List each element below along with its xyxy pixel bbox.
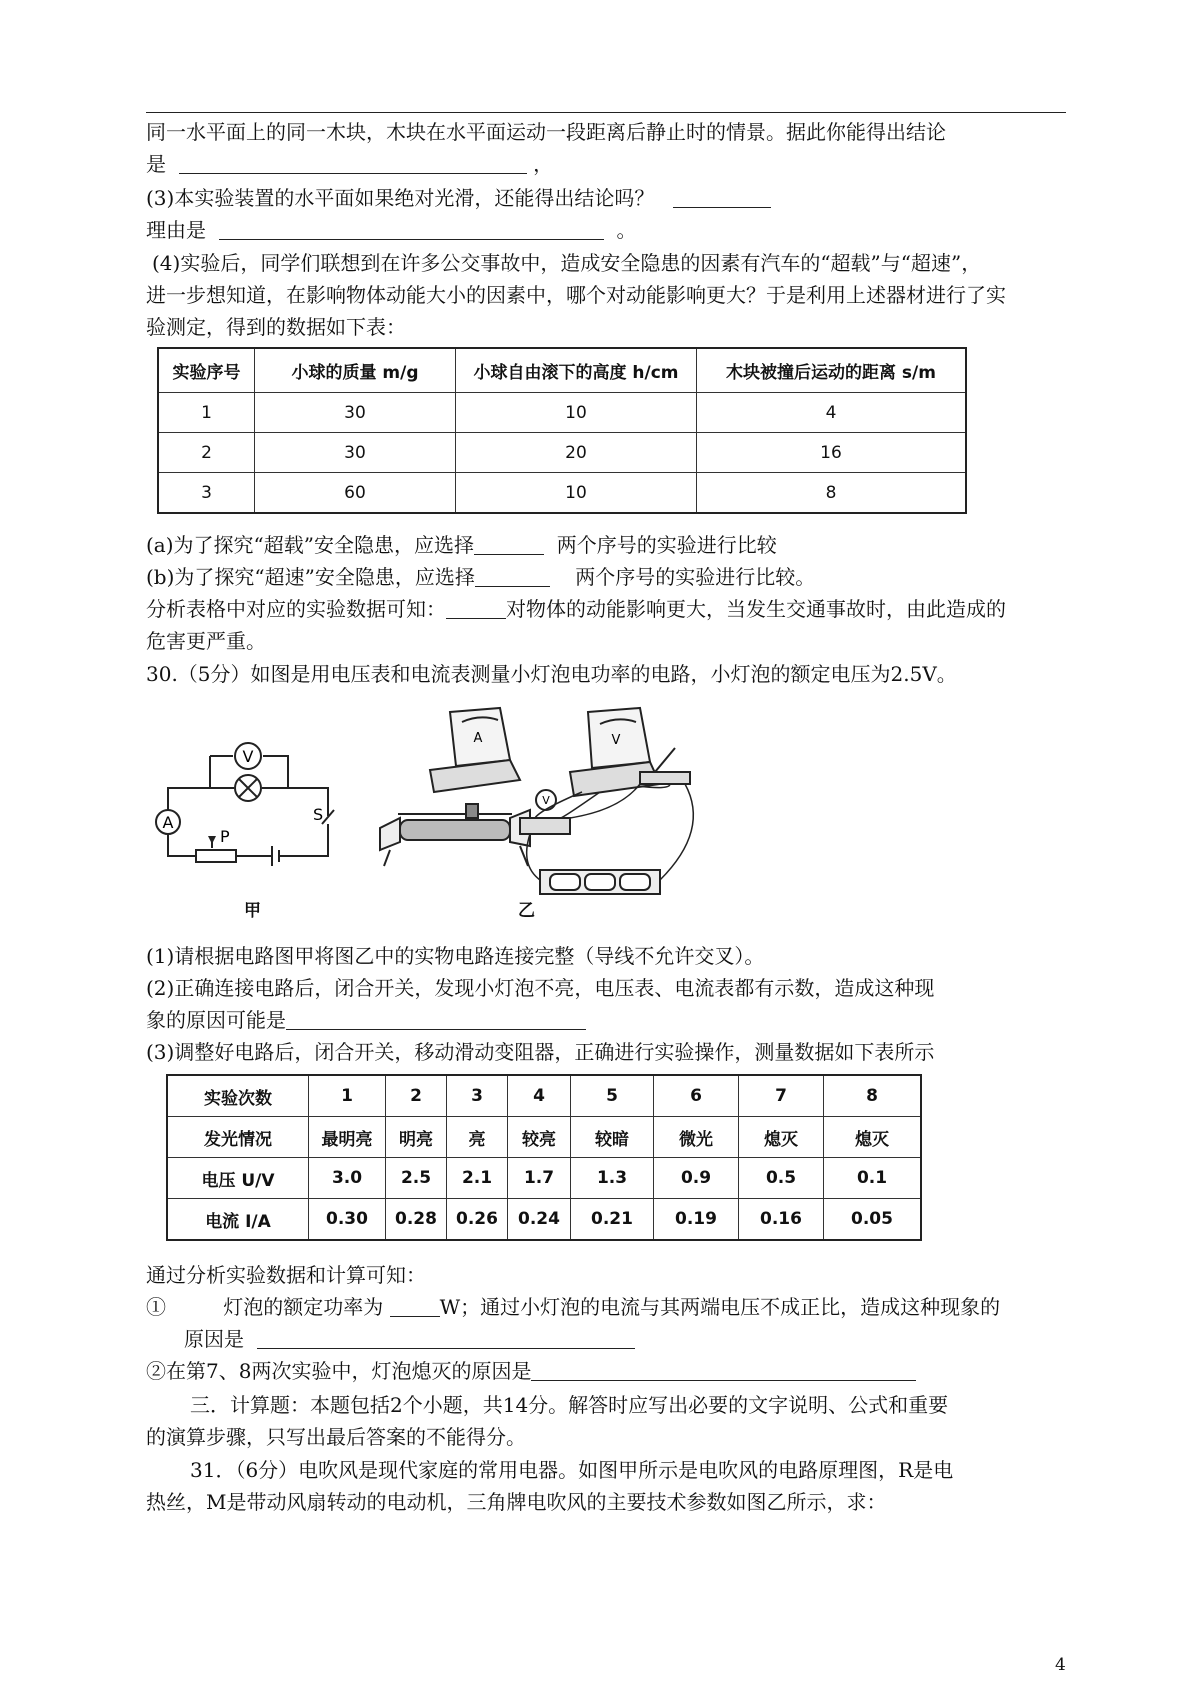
table-cell: 30: [255, 393, 456, 433]
text-line: ②在第7、8两次实验中，灯泡熄灭的原因是: [146, 1356, 916, 1386]
text-line: 分析表格中对应的实验数据可知： 对物体的动能影响更大，当发生交通事故时，由此造成的: [146, 597, 1006, 621]
table-row: [158, 473, 966, 514]
text-line: (2)正确连接电路后，闭合开关，发现小灯泡不亮，电压表、电流表都有示数，造成这种现: [146, 976, 935, 1000]
table-header: 发光情况: [167, 1117, 309, 1158]
text-line: ① 灯泡的额定功率为 W；通过小灯泡的电流与其两端电压不成正比，造成这种现象的: [146, 1295, 1001, 1319]
figure-caption-jia: 甲: [244, 901, 261, 921]
lamp-board-icon: [520, 818, 570, 834]
table-row: [158, 393, 966, 433]
table-row: [167, 1117, 921, 1158]
slider-label: P: [220, 827, 230, 846]
text-line: 理由是 。: [146, 218, 637, 242]
table-row: [167, 1075, 921, 1117]
table-cell: 3.0: [309, 1158, 386, 1199]
answer-blank[interactable]: [219, 217, 604, 240]
table-cell: 16: [697, 433, 967, 473]
ammeter-face-symbol: A: [473, 731, 483, 746]
table-cell: 0.1: [824, 1158, 922, 1199]
table-cell: 0.05: [824, 1199, 922, 1241]
table-cell: 最明亮: [309, 1117, 386, 1158]
table-cell: 0.16: [739, 1199, 824, 1241]
apparatus-illustration: [370, 700, 730, 910]
text-line: 热丝，M是带动风扇转动的电动机，三角牌电吹风的主要技术参数如图乙所示，求：: [146, 1490, 887, 1514]
table-row: [167, 1199, 921, 1241]
table-cell: 熄灭: [824, 1117, 922, 1158]
lamp-power-table: [166, 1074, 922, 1241]
text-line: (1)请根据电路图甲将图乙中的实物电路连接完整（导线不允许交叉）。: [146, 944, 765, 968]
table-cell: 5: [571, 1075, 654, 1117]
switch-label: S: [313, 805, 324, 824]
table-cell: 2.1: [447, 1158, 508, 1199]
answer-blank[interactable]: [474, 532, 544, 555]
circuit-diagram: [148, 738, 358, 888]
figure-caption-yi: 乙: [518, 901, 535, 921]
text-line: 同一水平面上的同一木块，木块在水平面运动一段距离后静止时的情景。据此你能得出结论: [146, 120, 946, 144]
text-line: 验测定，得到的数据如下表：: [146, 315, 406, 339]
table-header: 电流 I/A: [167, 1199, 309, 1241]
table-cell: 0.9: [654, 1158, 739, 1199]
table-cell: 0.24: [508, 1199, 571, 1241]
section-heading: 三．计算题：本题包括2个小题，共14分。解答时应写出必要的文字说明、公式和重要: [190, 1393, 949, 1417]
table-cell: 1: [309, 1075, 386, 1117]
text-line: 进一步想知道，在影响物体动能大小的因素中，哪个对动能影响更大？于是利用上述器材进行了实: [146, 283, 1006, 307]
table-cell: 3: [447, 1075, 508, 1117]
text-line: (4)实验后，同学们联想到在许多公交事故中，造成安全隐患的因素有汽车的“超载”与“超速”，: [152, 251, 982, 275]
table-cell: 较亮: [508, 1117, 571, 1158]
table-cell: 1: [158, 393, 255, 433]
answer-blank[interactable]: [286, 1007, 586, 1030]
table-header: 小球的质量 m/g: [255, 348, 456, 393]
table-cell: 8: [824, 1075, 922, 1117]
answer-blank[interactable]: [673, 185, 771, 208]
table-cell: 明亮: [386, 1117, 447, 1158]
text-line: (3)调整好电路后，闭合开关，移动滑动变阻器，正确进行实验操作，测量数据如下表所示: [146, 1040, 935, 1064]
table-cell: 亮: [447, 1117, 508, 1158]
answer-blank[interactable]: [179, 151, 527, 174]
voltmeter-symbol: V: [242, 747, 254, 766]
text-line: (b)为了探究“超速”安全隐患，应选择 两个序号的实验进行比较。: [146, 565, 816, 589]
switch-icon: [640, 772, 690, 784]
voltmeter-face-symbol: V: [611, 733, 621, 748]
table-cell: 1.3: [571, 1158, 654, 1199]
question-heading: 30.（5分）如图是用电压表和电流表测量小灯泡电功率的电路，小灯泡的额定电压为2.5V。: [146, 662, 957, 686]
header-rule: [146, 112, 1066, 113]
text-line: 危害更严重。: [146, 629, 266, 653]
table-cell: 8: [697, 473, 967, 514]
table-cell: 较暗: [571, 1117, 654, 1158]
table-cell: 0.30: [309, 1199, 386, 1241]
table-header: 实验次数: [167, 1075, 309, 1117]
table-cell: 10: [456, 473, 697, 514]
text-line: 原因是: [184, 1324, 635, 1354]
table-cell: 30: [255, 433, 456, 473]
table-cell: 10: [456, 393, 697, 433]
table-cell: 60: [255, 473, 456, 514]
page-number: 4: [1055, 1655, 1066, 1675]
text-line: 是 ，: [146, 152, 554, 176]
answer-blank[interactable]: [446, 596, 506, 619]
table-header: 木块被撞后运动的距离 s/m: [697, 348, 967, 393]
table-cell: 4: [508, 1075, 571, 1117]
ammeter-symbol: A: [162, 813, 174, 832]
lamp-voltmeter-symbol: V: [542, 794, 550, 807]
table-cell: 1.7: [508, 1158, 571, 1199]
table-cell: 6: [654, 1075, 739, 1117]
table-header-row: [158, 348, 966, 393]
question-heading: 31．（6分）电吹风是现代家庭的常用电器。如图甲所示是电吹风的电路原理图，R是电: [190, 1458, 954, 1482]
table-cell: 熄灭: [739, 1117, 824, 1158]
table-header: 小球自由滚下的高度 h/cm: [456, 348, 697, 393]
table-cell: 0.26: [447, 1199, 508, 1241]
text-line: 象的原因可能是: [146, 1005, 586, 1035]
table-row: [158, 433, 966, 473]
table-cell: 0.28: [386, 1199, 447, 1241]
table-cell: 0.19: [654, 1199, 739, 1241]
kinetic-energy-table: [157, 347, 967, 514]
table-cell: 4: [697, 393, 967, 433]
answer-blank[interactable]: [390, 1294, 440, 1317]
table-cell: 0.5: [739, 1158, 824, 1199]
text-line: (3)本实验装置的水平面如果绝对光滑，还能得出结论吗？: [146, 183, 771, 213]
table-cell: 2: [158, 433, 255, 473]
text-line: 通过分析实验数据和计算可知：: [146, 1263, 426, 1287]
table-cell: 20: [456, 433, 697, 473]
table-cell: 0.21: [571, 1199, 654, 1241]
answer-blank[interactable]: [475, 564, 550, 587]
table-cell: 2: [386, 1075, 447, 1117]
text-line: (a)为了探究“超载”安全隐患，应选择 两个序号的实验进行比较: [146, 533, 777, 557]
table-header: 实验序号: [158, 348, 255, 393]
table-row: [167, 1158, 921, 1199]
rheostat-icon: [400, 820, 510, 840]
table-header: 电压 U/V: [167, 1158, 309, 1199]
table-cell: 2.5: [386, 1158, 447, 1199]
text-line: 的演算步骤，只写出最后答案的不能得分。: [146, 1425, 526, 1449]
table-cell: 7: [739, 1075, 824, 1117]
table-cell: 微光: [654, 1117, 739, 1158]
answer-blank[interactable]: [257, 1326, 635, 1349]
table-cell: 3: [158, 473, 255, 514]
answer-blank[interactable]: [531, 1358, 916, 1381]
